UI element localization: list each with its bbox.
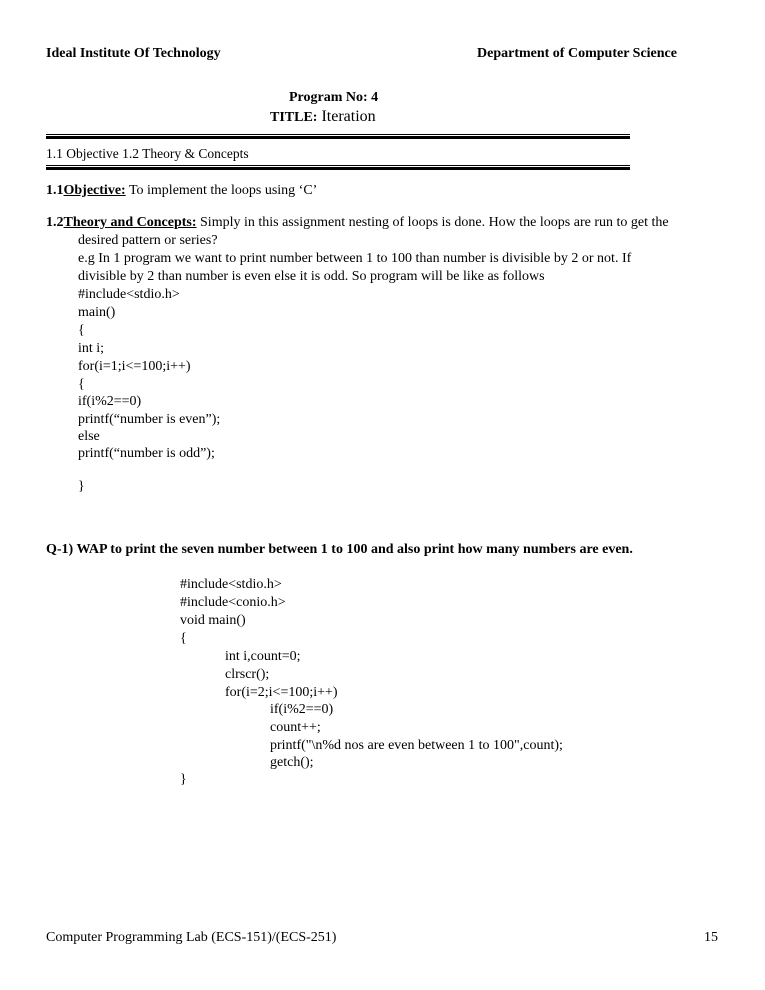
theory-line: e.g In 1 program we want to print number between 1 to 100 than number is divisible by 2 or not. If [78, 251, 632, 266]
code-line: if(i%2==0) [78, 394, 142, 409]
theory-line: divisible by 2 than number is even else it is odd. So program will be like as follows [78, 269, 545, 284]
code-line: else [78, 429, 100, 444]
institute-name: Ideal Institute Of Technology [46, 46, 221, 61]
code-line: #include<stdio.h> [78, 287, 180, 302]
table-of-contents: 1.1 Objective 1.2 Theory & Concepts [46, 146, 249, 161]
objective-number: 1.1 [46, 183, 64, 198]
code-line: for(i=2;i<=100;i++) [225, 685, 338, 700]
code-line: main() [78, 305, 116, 320]
code-line: count++; [270, 720, 321, 735]
code-line: clrscr(); [225, 667, 270, 682]
top-double-rule [46, 134, 630, 139]
page-number: 15 [704, 930, 718, 945]
code-line: #include<conio.h> [180, 595, 286, 610]
code-line: { [180, 631, 187, 646]
title-value: Iteration [321, 108, 376, 125]
theory-label: Theory and Concepts: [63, 215, 197, 230]
theory-section-heading [46, 214, 669, 233]
program-title [270, 108, 376, 126]
title-label: TITLE: [270, 110, 318, 125]
code-line: int i; [78, 341, 105, 356]
code-line: { [78, 377, 85, 392]
objective-label: Objective: [63, 183, 126, 198]
theory-line: desired pattern or series? [78, 233, 218, 248]
objective-section [46, 182, 317, 201]
program-number: Program No: 4 [289, 90, 379, 105]
course-name: Computer Programming Lab (ECS-151)/(ECS-251) [46, 930, 337, 945]
code-line: { [78, 323, 85, 338]
theory-number: 1.2 [46, 215, 64, 230]
code-line: getch(); [270, 755, 314, 770]
department-name: Department of Computer Science [477, 46, 677, 61]
code-line: void main() [180, 613, 246, 628]
code-line: #include<stdio.h> [180, 577, 282, 592]
code-line: printf("\n%d nos are even between 1 to 100",count); [270, 738, 563, 753]
code-line: printf(“number is even”); [78, 412, 221, 427]
objective-text: To implement the loops using ‘C’ [128, 183, 318, 198]
code-line: int i,count=0; [225, 649, 301, 664]
code-line: printf(“number is odd”); [78, 446, 215, 461]
question-1: Q-1) WAP to print the seven number between 1 to 100 and also print how many numbers are even. [46, 542, 633, 557]
code-line: if(i%2==0) [270, 702, 334, 717]
code-line: } [180, 772, 187, 787]
code-line: for(i=1;i<=100;i++) [78, 359, 191, 374]
theory-line-1: Simply in this assignment nesting of loops is done. How the loops are run to get the [200, 215, 669, 230]
code-line: } [78, 479, 85, 494]
bottom-double-rule [46, 165, 630, 170]
